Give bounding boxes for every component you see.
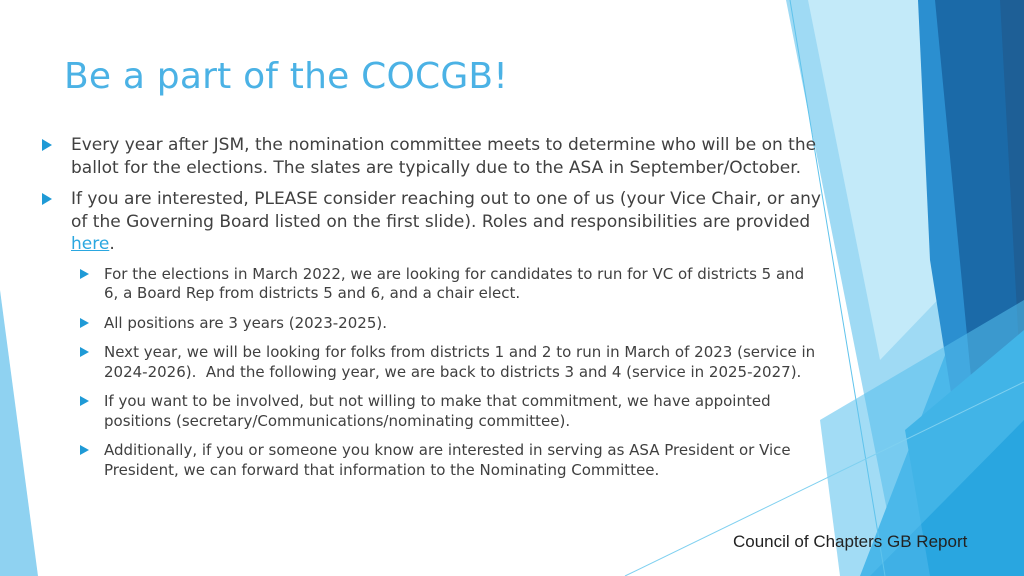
sub-bullet-text: Additionally, if you or someone you know are interested in serving as ASA President or Vice President, we can forward that information to the Nominating Committee. xyxy=(104,441,791,479)
sub-bullet-text: All positions are 3 years (2023-2025). xyxy=(104,313,387,332)
bullet-text-end: . xyxy=(109,234,115,254)
triangle-right-icon xyxy=(80,318,89,328)
sub-bullet-item xyxy=(42,343,822,382)
sub-bullet-item xyxy=(42,441,822,480)
sub-bullet-item xyxy=(42,265,822,304)
roles-link[interactable]: here xyxy=(71,234,110,254)
sub-bullet-item xyxy=(42,314,822,334)
bullet-list xyxy=(42,134,822,490)
bullet-text: If you are interested, PLEASE consider reaching out to one of us (your Vice Chair, or any of the Governing Board listed on the first slide). Roles and responsibilities are provided xyxy=(71,189,821,232)
slide-title: Be a part of the COCGB! xyxy=(64,56,508,97)
slide-footer: Council of Chapters GB Report xyxy=(733,532,968,551)
triangle-right-icon xyxy=(80,347,89,357)
bullet-item xyxy=(42,134,822,179)
triangle-right-icon xyxy=(80,269,89,279)
sub-bullet-item xyxy=(42,392,822,431)
bullet-text: Every year after JSM, the nomination committee meets to determine who will be on the ballot for the elections. The slates are typically due to the ASA in September/October. xyxy=(71,135,817,178)
triangle-right-icon xyxy=(42,139,52,151)
sub-bullet-text: Next year, we will be looking for folks from districts 1 and 2 to run in March of 2023 (service in 2024-2026). And the following year, we are back to districts 3 and 4 (service in 2025-2027). xyxy=(104,343,820,381)
sub-bullet-text: If you want to be involved, but not willing to make that commitment, we have appointed positions (secretary/Communications/nominating committee). xyxy=(104,392,771,430)
triangle-right-icon xyxy=(80,396,89,406)
sub-bullet-text: For the elections in March 2022, we are looking for candidates to run for VC of districts 5 and 6, a Board Rep from districts 5 and 6, and a chair elect. xyxy=(104,264,805,302)
triangle-right-icon xyxy=(80,445,89,455)
bullet-item xyxy=(42,188,822,256)
triangle-right-icon xyxy=(42,193,52,205)
